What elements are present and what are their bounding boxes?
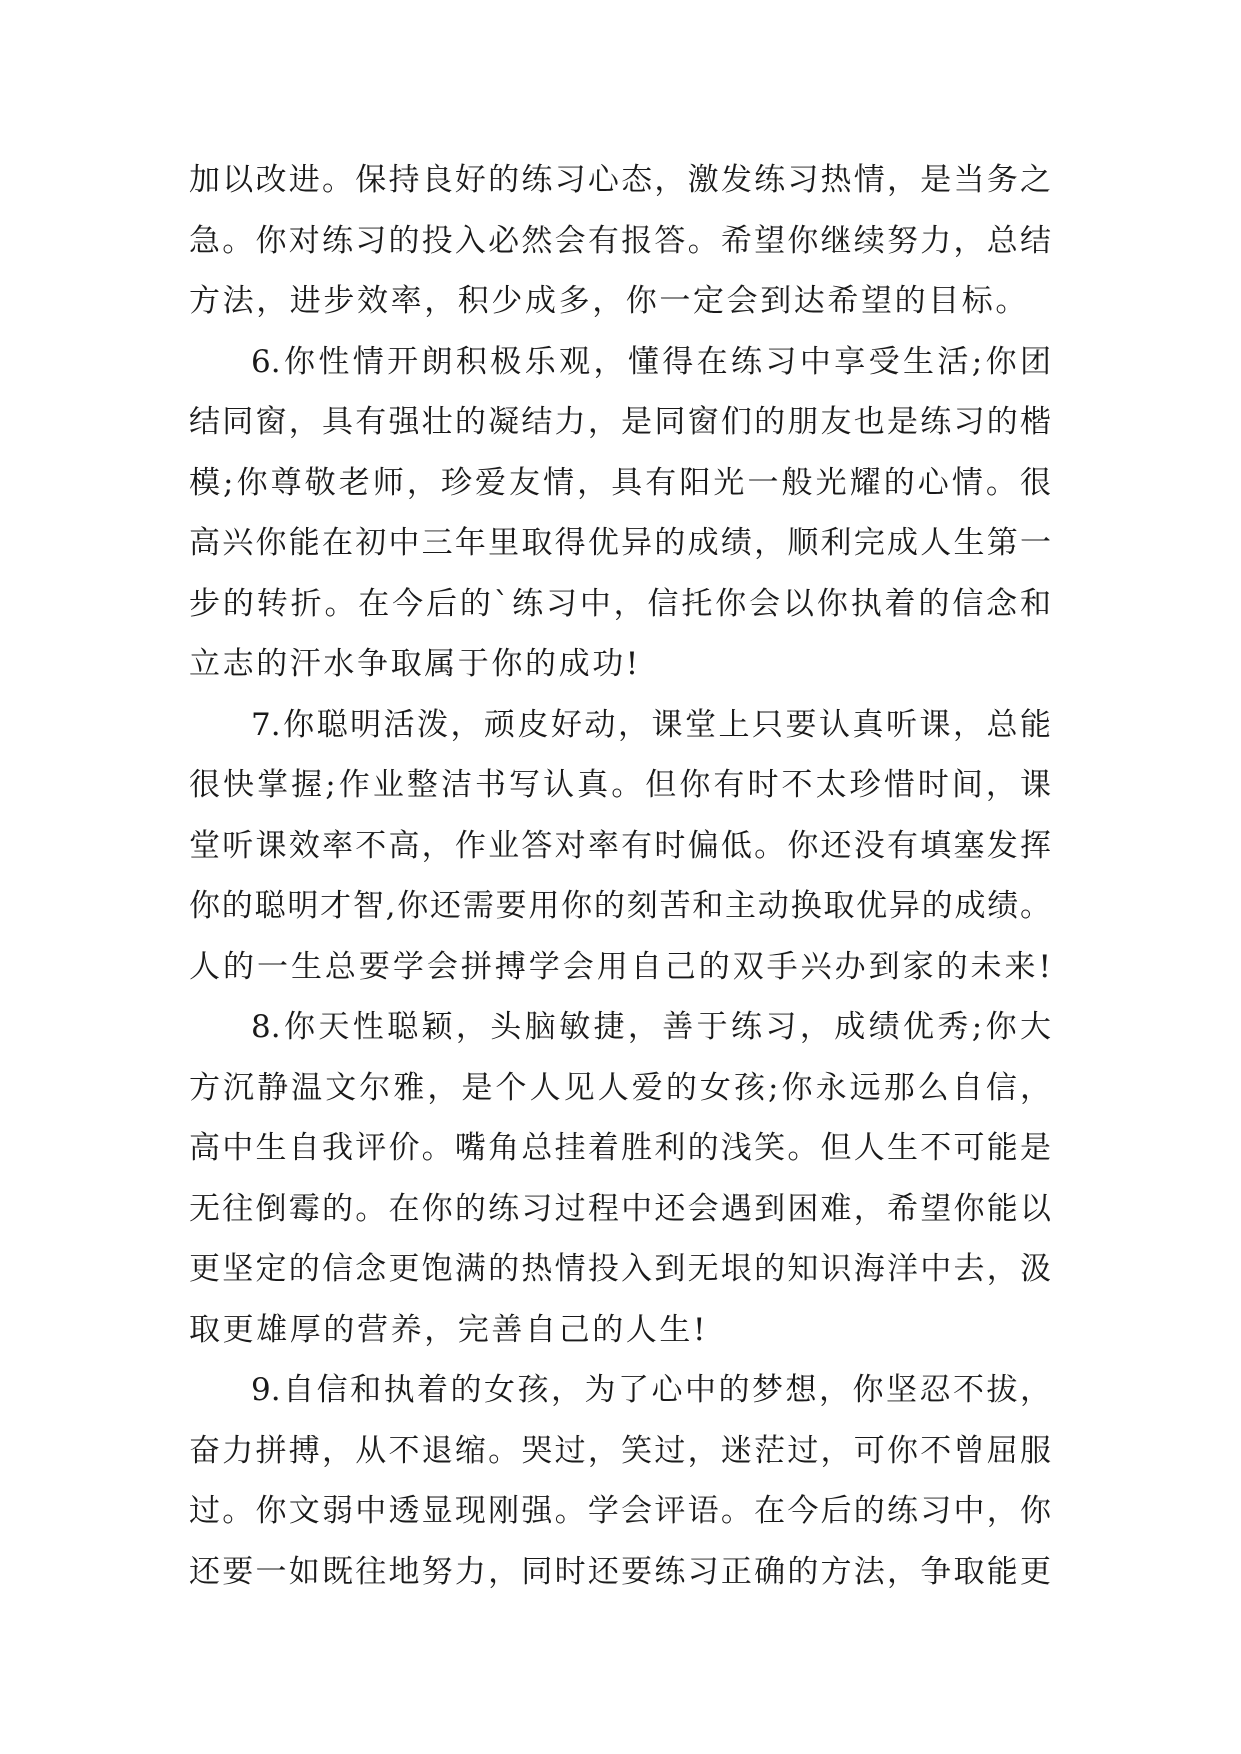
text-line: 人的一生总要学会拼搏学会用自己的双手兴办到家的未来! bbox=[189, 948, 1051, 985]
text-line: 高中生自我评价。嘴角总挂着胜利的浅笑。但人生不可能是 bbox=[189, 1130, 1051, 1166]
document-body bbox=[189, 150, 1051, 1602]
text-line: 还要一如既往地努力，同时还要练习正确的方法，争取能更 bbox=[189, 1553, 1051, 1590]
paragraph-start-line: 6.你性情开朗积极乐观，懂得在练习中享受生活;你团 bbox=[251, 343, 1051, 380]
text-line: 高兴你能在初中三年里取得优异的成绩，顺利完成人生第一 bbox=[189, 525, 1051, 561]
text-line: 无往倒霉的。在你的练习过程中还会遇到困难，希望你能以 bbox=[189, 1190, 1051, 1227]
text-line: 急。你对练习的投入必然会有报答。希望你继续努力，总结 bbox=[189, 222, 1051, 259]
text-line: 步的转折。在今后的`练习中，信托你会以你执着的信念和 bbox=[189, 585, 1051, 622]
text-line: 模;你尊敬老师，珍爱友情，具有阳光一般光耀的心情。很 bbox=[189, 464, 1051, 501]
text-line: 过。你文弱中透显现刚强。学会评语。在今后的练习中，你 bbox=[189, 1493, 1051, 1529]
text-line: 取更雄厚的营养，完善自己的人生! bbox=[189, 1311, 709, 1348]
paragraph-start-line: 8.你天性聪颖，头脑敏捷，善于练习，成绩优秀;你大 bbox=[251, 1009, 1051, 1045]
text-line: 加以改进。保持良好的练习心态，激发练习热情，是当务之 bbox=[189, 162, 1051, 198]
text-line: 立志的汗水争取属于你的成功! bbox=[189, 646, 641, 682]
text-line: 方沉静温文尔雅，是个人见人爱的女孩;你永远那么自信， bbox=[189, 1069, 1051, 1106]
paragraph-start-line: 9.自信和执着的女孩，为了心中的梦想，你坚忍不拔， bbox=[251, 1372, 1051, 1408]
paragraph-start-line: 7.你聪明活泼，顽皮好动，课堂上只要认真听课，总能 bbox=[251, 706, 1051, 743]
text-line: 你的聪明才智,你还需要用你的刻苦和主动换取优异的成绩。 bbox=[189, 888, 1051, 924]
text-line: 奋力拼搏，从不退缩。哭过，笑过，迷茫过，可你不曾屈服 bbox=[189, 1432, 1051, 1469]
text-line: 结同窗，具有强壮的凝结力，是同窗们的朋友也是练习的楷 bbox=[189, 404, 1051, 440]
text-line: 很快掌握;作业整洁书写认真。但你有时不太珍惜时间，课 bbox=[189, 767, 1051, 803]
text-line: 堂听课效率不高，作业答对率有时偏低。你还没有填塞发挥 bbox=[189, 827, 1051, 864]
text-line: 更坚定的信念更饱满的热情投入到无垠的知识海洋中去，汲 bbox=[189, 1251, 1051, 1287]
text-line: 方法，进步效率，积少成多，你一定会到达希望的目标。 bbox=[189, 283, 1029, 319]
